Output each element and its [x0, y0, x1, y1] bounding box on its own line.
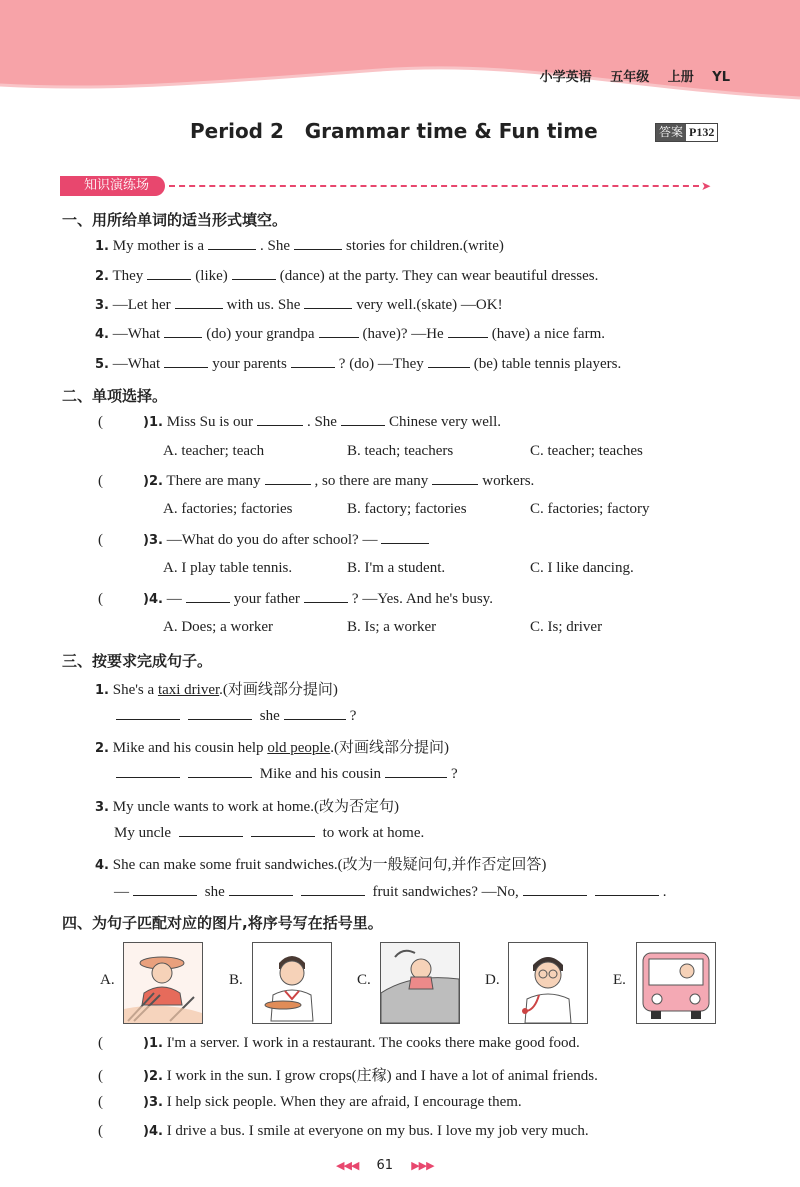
item-number: 3. [95, 800, 109, 815]
item-text: your father [233, 591, 300, 607]
item-text: — [166, 591, 182, 607]
header-subject: 小学英语 [539, 70, 592, 85]
s1-item-4 [95, 325, 605, 343]
item-text: (have)? —He [362, 326, 444, 342]
answer-blank[interactable] [432, 472, 478, 485]
item-instruction: .(对画线部分提问) [330, 740, 449, 756]
answer-blank[interactable] [147, 267, 191, 280]
doctor-picture [508, 942, 588, 1024]
item-text: Miss Su is our [166, 414, 253, 430]
s3-item-4 [95, 853, 546, 874]
item-text: (do) your grandpa [206, 326, 315, 342]
s3-item-1 [95, 678, 338, 699]
picture-label-b: B. [229, 972, 243, 988]
answer-text: . [662, 884, 667, 900]
answer-label: 答案 [656, 124, 686, 141]
header-grade: 五年级 [610, 70, 650, 85]
answer-blank[interactable] [291, 355, 335, 368]
s4-item-4: ( )4. I drive a bus. I smile at everyone on my bus. I love my job very much. [98, 1123, 589, 1139]
s1-item-3 [95, 296, 503, 314]
item-text: —What [112, 326, 161, 342]
item-text: , so there are many [314, 473, 429, 489]
answer-text: My uncle [114, 825, 172, 841]
item-number: )4. [143, 592, 163, 607]
underlined-phrase: taxi driver [157, 682, 220, 698]
item-text: your parents [212, 356, 287, 372]
answer-blank[interactable] [179, 824, 243, 837]
answer-blank[interactable] [284, 707, 346, 720]
answer-blank[interactable] [294, 237, 342, 250]
header-band [0, 0, 800, 110]
option-a[interactable]: A. I play table tennis. [163, 560, 293, 576]
item-text: ? —Yes. And he's busy. [351, 591, 493, 607]
header-meta [526, 66, 730, 85]
item-text: (have) a nice farm. [491, 326, 605, 342]
answer-blank[interactable] [448, 325, 488, 338]
item-text: —Let her [112, 297, 171, 313]
item-number: )3. [143, 533, 163, 548]
s2-item-4: ( )4. — your father ? —Yes. And he's busy. [98, 591, 493, 607]
server-picture [252, 942, 332, 1024]
option-b[interactable]: B. Is; a worker [347, 619, 437, 635]
bus-driver-picture [636, 942, 716, 1024]
item-text: I'm a server. I work in a restaurant. The cooks there make good food. [166, 1035, 580, 1051]
s3-answer-2 [112, 765, 458, 783]
answer-text: to work at home. [322, 825, 425, 841]
answer-blank[interactable] [428, 355, 470, 368]
answer-blank[interactable] [304, 590, 348, 603]
answer-blank[interactable] [341, 413, 385, 426]
option-c[interactable]: C. Is; driver [530, 619, 603, 635]
answer-blank[interactable] [229, 883, 293, 896]
s3-answer-3 [114, 824, 424, 842]
answer-blank[interactable] [188, 765, 252, 778]
answer-blank[interactable] [116, 707, 180, 720]
item-text: I drive a bus. I smile at everyone on my bus. I love my job very much. [166, 1123, 589, 1139]
item-number: )4. [143, 1124, 163, 1139]
option-b[interactable]: B. factory; factories [347, 501, 467, 517]
item-number: 4. [95, 858, 109, 873]
item-text: I work in the sun. I grow crops(庄稼) and I have a lot of animal friends. [166, 1068, 598, 1084]
answer-text: she [259, 708, 280, 724]
header-volume: 上册 [667, 70, 694, 85]
s2-item-3: ( )3. —What do you do after school? — [98, 531, 433, 549]
section3-heading: 三、按要求完成句子。 [62, 652, 213, 670]
answer-blank[interactable] [381, 531, 429, 544]
prev-arrows-icon: ◀◀◀ [336, 1159, 359, 1172]
section4-heading: 四、为句子匹配对应的图片,将序号写在括号里。 [62, 914, 383, 932]
item-number: 3. [95, 298, 109, 313]
item-number: )2. [143, 474, 163, 489]
page-footer [336, 1158, 434, 1173]
item-text: with us. She [226, 297, 301, 313]
answer-blank[interactable] [319, 325, 359, 338]
next-arrows-icon: ▶▶▶ [411, 1159, 434, 1172]
answer-blank[interactable] [164, 355, 208, 368]
item-number: 4. [95, 327, 109, 342]
s4-item-2: ( )2. I work in the sun. I grow crops(庄稼) and I have a lot of animal friends. [98, 1068, 598, 1084]
item-text: (be) table tennis players. [473, 356, 622, 372]
answer-page: P132 [689, 125, 715, 139]
server-icon [253, 943, 331, 1023]
answer-badge [655, 123, 718, 142]
item-text: . She [259, 238, 290, 254]
answer-blank[interactable] [186, 590, 230, 603]
item-number: )1. [143, 1036, 163, 1051]
item-number: 2. [95, 269, 109, 284]
s2-item-2: ( )2. There are many , so there are many workers. [98, 473, 535, 489]
item-text: I help sick people. When they are afraid, I encourage them. [166, 1094, 522, 1110]
item-number: 5. [95, 357, 109, 372]
answer-text: she [204, 884, 225, 900]
answer-blank[interactable] [301, 883, 365, 896]
s3-answer-4 [114, 883, 666, 901]
item-text: —What [112, 356, 161, 372]
picture-label-a: A. [100, 972, 115, 988]
answer-text: ? [349, 708, 357, 724]
item-text: They [112, 268, 144, 284]
item-text: Chinese very well. [388, 414, 502, 430]
item-text: (dance) at the party. They can wear beautiful dresses. [279, 268, 599, 284]
s3-item-2 [95, 736, 449, 757]
item-number: )2. [143, 1069, 163, 1084]
picture-label-d: D. [485, 972, 500, 988]
s2-item-1: ( )1. Miss Su is our . She Chinese very well. [98, 414, 502, 430]
answer-blank[interactable] [304, 296, 352, 309]
option-b[interactable]: B. I'm a student. [347, 560, 446, 576]
answer-blank[interactable] [116, 765, 180, 778]
s1-item-2 [95, 267, 598, 285]
arrow-right-icon: ➤ [701, 178, 712, 193]
item-text: She can make some fruit sandwiches.(改为一般疑问句,并作否定回答) [112, 857, 547, 873]
item-text: My mother is a [112, 238, 204, 254]
picture-label-c: C. [357, 972, 371, 988]
item-number: )3. [143, 1095, 163, 1110]
answer-blank[interactable] [265, 472, 311, 485]
option-c[interactable]: C. I like dancing. [530, 560, 634, 576]
item-text: ? (do) —They [338, 356, 424, 372]
picture-label-e: E. [613, 972, 626, 988]
item-number: )1. [143, 415, 163, 430]
option-a[interactable]: A. teacher; teach [163, 443, 265, 459]
answer-blank[interactable] [251, 824, 315, 837]
answer-blank[interactable] [232, 267, 276, 280]
patient-picture [380, 942, 460, 1024]
option-c[interactable]: C. teacher; teaches [530, 443, 643, 459]
item-text: Mike and his cousin help [112, 740, 264, 756]
section1-heading: 一、用所给单词的适当形式填空。 [62, 211, 288, 229]
answer-blank[interactable] [523, 883, 587, 896]
section2-heading: 二、单项选择。 [62, 387, 168, 405]
item-number: 1. [95, 239, 109, 254]
s3-answer-1 [112, 707, 356, 725]
s1-item-1 [95, 237, 504, 255]
answer-blank[interactable] [188, 707, 252, 720]
answer-blank[interactable] [257, 413, 303, 426]
bus-icon [637, 943, 715, 1023]
item-text: —What do you do after school? — [166, 532, 378, 548]
item-text: (like) [195, 268, 228, 284]
answer-blank[interactable] [385, 765, 447, 778]
item-text: very well.(skate) —OK! [356, 297, 503, 313]
s4-item-1: ( )1. I'm a server. I work in a restaurant. The cooks there make good food. [98, 1035, 580, 1051]
option-a[interactable]: A. Does; a worker [163, 619, 273, 635]
item-text: stories for children.(write) [345, 238, 504, 254]
item-text: My uncle wants to work at home.(改为否定句) [112, 799, 399, 815]
item-text: There are many [166, 473, 261, 489]
item-instruction: .(对画线部分提问) [219, 682, 338, 698]
answer-blank[interactable] [175, 296, 223, 309]
section-banner [60, 176, 711, 196]
page-title: Period 2 Grammar time & Fun time [190, 119, 598, 143]
farmer-icon [124, 943, 202, 1023]
page-number: 61 [376, 1158, 394, 1173]
option-a[interactable]: A. factories; factories [163, 501, 293, 517]
item-number: 1. [95, 683, 109, 698]
underlined-phrase: old people [267, 740, 331, 756]
answer-blank[interactable] [595, 883, 659, 896]
option-b[interactable]: B. teach; teachers [347, 443, 454, 459]
option-c[interactable]: C. factories; factory [530, 501, 650, 517]
header-edition: YL [712, 70, 730, 85]
answer-blank[interactable] [133, 883, 197, 896]
s1-item-5 [95, 355, 621, 373]
answer-text: ? [451, 766, 458, 782]
banner-dash [169, 185, 699, 187]
doctor-icon [509, 943, 587, 1023]
patient-icon [381, 943, 459, 1023]
farmer-picture [123, 942, 203, 1024]
banner-label: 知识演练场 [60, 176, 165, 196]
item-text: . She [306, 414, 337, 430]
s3-item-3 [95, 795, 399, 816]
s4-item-3: ( )3. I help sick people. When they are afraid, I encourage them. [98, 1094, 522, 1110]
answer-blank[interactable] [164, 325, 202, 338]
answer-text: fruit sandwiches? —No, [372, 884, 519, 900]
answer-text: — [114, 884, 129, 900]
item-text: She's a [112, 682, 155, 698]
item-text: workers. [482, 473, 535, 489]
answer-text: Mike and his cousin [259, 766, 381, 782]
answer-blank[interactable] [208, 237, 256, 250]
item-number: 2. [95, 741, 109, 756]
